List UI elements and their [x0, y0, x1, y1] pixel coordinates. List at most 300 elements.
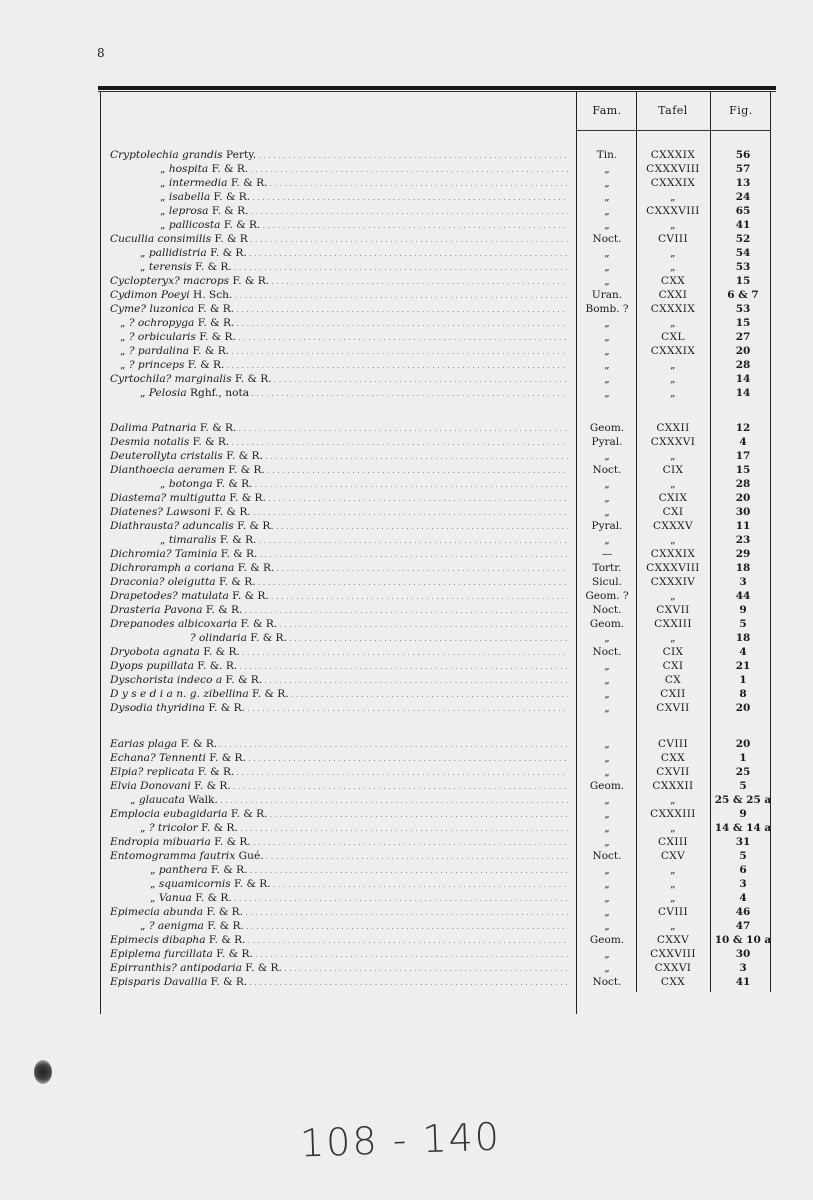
figure-cell: 31	[735, 836, 751, 848]
author: F. & R.	[230, 878, 271, 890]
table-row	[0, 464, 813, 478]
table-row	[0, 506, 813, 520]
family-cell: „	[604, 191, 610, 203]
author: F. & R.	[231, 373, 272, 385]
table-row	[0, 948, 813, 962]
figure-cell: 14 & 14 a	[714, 822, 772, 834]
figure-cell: 4	[739, 646, 747, 658]
ditto-mark: „	[140, 920, 149, 932]
family-cell: „	[604, 632, 610, 644]
figure-cell: 8	[739, 688, 747, 700]
species-name	[110, 702, 568, 717]
figure-cell: 54	[735, 247, 751, 259]
ditto-mark: „	[150, 878, 159, 890]
table-row	[0, 247, 813, 261]
species-name	[110, 422, 568, 437]
species-name	[150, 878, 568, 893]
tafel-cell: „	[670, 822, 676, 834]
author: F. & R.	[246, 632, 287, 644]
author: F. & R.	[224, 464, 265, 476]
species-name	[110, 976, 568, 991]
figure-cell: 15	[735, 464, 751, 476]
genus-species: Cucullia consimilis	[110, 233, 212, 245]
table-row	[0, 163, 813, 177]
species-name	[110, 506, 568, 521]
tafel-cell: „	[670, 534, 676, 546]
family-cell: „	[604, 450, 610, 462]
tafel-cell: CXXXV	[652, 520, 694, 532]
genus-species: Deuterollyta cristalis	[110, 450, 223, 462]
figure-cell: 23	[735, 534, 751, 546]
figure-cell: 12	[735, 422, 751, 434]
table-row	[0, 387, 813, 401]
family-cell: „	[604, 674, 610, 686]
figure-cell: 28	[735, 478, 751, 490]
tafel-cell: CXVII	[656, 702, 690, 714]
ditto-mark: „	[140, 387, 149, 399]
tafel-cell: CXIX	[658, 492, 688, 504]
tafel-cell: CXXXIV	[650, 576, 696, 588]
genus-species: Dichroramph a coriana	[110, 562, 235, 574]
family-cell: „	[604, 906, 610, 918]
species-name	[110, 233, 568, 248]
species-name	[150, 892, 568, 907]
genus-species: Elpia? replicata	[110, 766, 195, 778]
figure-cell: 41	[735, 976, 751, 988]
figure-cell: 14	[735, 387, 751, 399]
table-row	[0, 191, 813, 205]
species-name	[110, 962, 568, 977]
figure-cell: 9	[739, 604, 747, 616]
figure-cell: 56	[735, 149, 751, 161]
tafel-cell: „	[670, 478, 676, 490]
tafel-cell: CXXVIII	[650, 948, 696, 960]
species-name	[110, 520, 568, 535]
species-name	[110, 752, 568, 767]
species-name	[110, 562, 568, 577]
family-cell: „	[604, 205, 610, 217]
species-name	[120, 359, 568, 374]
genus-species: Diatenes? Lawsoni	[110, 506, 211, 518]
table-row	[0, 345, 813, 359]
tafel-cell: „	[670, 373, 676, 385]
species-name	[110, 275, 568, 290]
figure-cell: 29	[735, 548, 751, 560]
species-name	[110, 738, 568, 753]
author: Gué.	[235, 850, 264, 862]
family-cell: Noct.	[592, 464, 622, 476]
genus-species: Dalima Patnaria	[110, 422, 197, 434]
table-row	[0, 752, 813, 766]
genus-species: Episparis Davallia	[110, 976, 208, 988]
genus-species: Diastema? multigutta	[110, 492, 226, 504]
genus-species: Vanua	[158, 892, 192, 904]
table-row	[0, 906, 813, 920]
family-cell: „	[604, 163, 610, 175]
ditto-mark: „	[120, 331, 129, 343]
ditto-mark: „	[120, 317, 129, 329]
table-row	[0, 934, 813, 948]
genus-species: Dysodia thyridina	[110, 702, 205, 714]
species-name	[110, 436, 568, 451]
family-cell: „	[604, 219, 610, 231]
figure-cell: 27	[735, 331, 751, 343]
family-cell: Noct.	[592, 646, 622, 658]
species-name	[110, 766, 568, 781]
ditto-mark: „	[160, 219, 169, 231]
table-row	[0, 702, 813, 716]
ditto-mark: „	[120, 359, 129, 371]
tafel-cell: „	[670, 247, 676, 259]
table-row	[0, 590, 813, 604]
family-cell: „	[604, 247, 610, 259]
species-name	[110, 780, 568, 795]
family-cell: „	[604, 822, 610, 834]
table-row	[0, 864, 813, 878]
species-name	[160, 534, 568, 549]
tafel-cell: CIX	[662, 646, 684, 658]
family-cell: „	[604, 275, 610, 287]
tafel-cell: CXXVI	[654, 962, 692, 974]
tafel-cell: CXVII	[656, 604, 690, 616]
figure-cell: 20	[735, 492, 751, 504]
family-cell: „	[604, 660, 610, 672]
species-name	[110, 289, 568, 304]
species-name	[110, 576, 568, 591]
family-cell: Noct.	[592, 976, 622, 988]
figure-cell: 3	[739, 962, 747, 974]
genus-species: Dyops pupillata	[110, 660, 194, 672]
table-row	[0, 289, 813, 303]
table-row	[0, 233, 813, 247]
family-cell: —	[601, 548, 613, 560]
table-row	[0, 373, 813, 387]
author: F. & R.	[216, 534, 257, 546]
figure-cell: 6 & 7	[727, 289, 759, 301]
table-row	[0, 836, 813, 850]
author: F. & R.	[241, 962, 282, 974]
family-cell: „	[604, 702, 610, 714]
tafel-cell: CXI	[662, 660, 684, 672]
table-row	[0, 548, 813, 562]
figure-cell: 28	[735, 359, 751, 371]
figure-cell: 13	[735, 177, 751, 189]
table-row	[0, 562, 813, 576]
family-cell: Tin.	[596, 149, 618, 161]
species-name	[110, 674, 568, 689]
family-cell: „	[604, 752, 610, 764]
table-row	[0, 604, 813, 618]
tafel-cell: CIX	[662, 464, 684, 476]
figure-cell: 18	[735, 632, 751, 644]
figure-cell: 20	[735, 702, 751, 714]
species-name	[110, 646, 568, 661]
species-name	[110, 548, 568, 563]
family-cell: „	[604, 808, 610, 820]
table-row	[0, 646, 813, 660]
table-row	[0, 520, 813, 534]
figure-cell: 30	[735, 948, 751, 960]
genus-species: Drasteria Pavona	[110, 604, 203, 616]
author: F. & R.	[199, 646, 240, 658]
genus-species: ? tricolor	[148, 822, 198, 834]
species-name	[110, 590, 568, 605]
tafel-cell: „	[670, 864, 676, 876]
figure-cell: 52	[735, 233, 751, 245]
figure-cell: 25	[735, 766, 751, 778]
table-row	[0, 317, 813, 331]
tafel-cell: CXII	[660, 688, 686, 700]
species-name	[150, 864, 568, 879]
species-name	[110, 492, 568, 507]
figure-cell: 15	[735, 317, 751, 329]
figure-cell: 30	[735, 506, 751, 518]
genus-species: Pelosia	[148, 387, 187, 399]
species-name	[110, 149, 568, 164]
author: F. & R.	[191, 261, 232, 273]
family-cell: „	[604, 688, 610, 700]
tafel-cell: „	[670, 590, 676, 602]
ditto-mark: „	[130, 794, 139, 806]
genus-species: ? ochropyga	[128, 317, 195, 329]
family-cell: „	[604, 506, 610, 518]
species-name	[160, 163, 568, 178]
genus-species: Dianthoecia aeramen	[110, 464, 225, 476]
tafel-cell: CXXXVI	[650, 436, 696, 448]
table-row	[0, 878, 813, 892]
genus-species: pallicosta	[168, 219, 221, 231]
table-row	[0, 359, 813, 373]
species-name	[160, 219, 568, 234]
family-cell: „	[604, 534, 610, 546]
author: F. & R	[211, 233, 248, 245]
table-row	[0, 976, 813, 990]
tafel-cell: CXVII	[656, 766, 690, 778]
species-name	[110, 464, 568, 479]
species-name	[120, 331, 568, 346]
author: F. & R.	[208, 205, 249, 217]
family-cell: „	[604, 878, 610, 890]
author: F. & R.	[203, 906, 244, 918]
figure-cell: 47	[735, 920, 751, 932]
family-cell: Geom.	[589, 780, 625, 792]
family-cell: „	[604, 836, 610, 848]
tafel-cell: CXXXVIII	[646, 205, 700, 217]
species-name	[110, 906, 568, 921]
table-row	[0, 492, 813, 506]
figure-cell: 46	[735, 906, 751, 918]
author: Perty.	[222, 149, 257, 161]
tafel-cell: CXXXIX	[650, 303, 696, 315]
tafel-cell: CXXXIX	[650, 345, 696, 357]
genus-species: Epiplema furcillata	[110, 948, 213, 960]
family-cell: Geom.	[589, 618, 625, 630]
author: F. & R.	[189, 436, 230, 448]
tafel-cell: CXXXIII	[650, 808, 696, 820]
figure-cell: 5	[739, 780, 747, 792]
species-name	[110, 618, 568, 633]
author: F. & R.	[225, 492, 266, 504]
genus-species: squamicornis	[158, 878, 231, 890]
tafel-cell: „	[670, 317, 676, 329]
species-name	[140, 822, 568, 837]
family-cell: „	[604, 177, 610, 189]
figure-cell: 25 & 25 a	[714, 794, 772, 806]
genus-species: Diathrausta? aduncalis	[110, 520, 234, 532]
genus-species: botonga	[168, 478, 213, 490]
table-row	[0, 177, 813, 191]
table-row	[0, 422, 813, 436]
family-cell: Geom.	[589, 422, 625, 434]
author: F. & R.	[203, 920, 244, 932]
family-cell: „	[604, 359, 610, 371]
tafel-cell: CXX	[660, 976, 686, 988]
header-tafel: Tafel	[658, 104, 688, 117]
genus-species: pallidistria	[148, 247, 207, 259]
genus-species: ? pardalina	[128, 345, 190, 357]
family-cell: „	[604, 864, 610, 876]
author: F. & R.	[195, 331, 236, 343]
genus-species: Epimecia abunda	[110, 906, 204, 918]
figure-cell: 3	[739, 576, 747, 588]
family-cell: „	[604, 373, 610, 385]
author: F. & R.	[207, 976, 248, 988]
table-row	[0, 205, 813, 219]
genus-species: D y s e d i a n. g. zibellina	[110, 688, 249, 700]
family-cell: „	[604, 387, 610, 399]
tafel-cell: CXI	[662, 506, 684, 518]
figure-cell: 15	[735, 275, 751, 287]
author: F. & R.	[189, 345, 230, 357]
tafel-cell: CXV	[660, 850, 686, 862]
genus-species: Cryptolechia grandis	[110, 149, 223, 161]
family-cell: „	[604, 478, 610, 490]
species-name	[140, 920, 568, 935]
figure-cell: 21	[735, 660, 751, 672]
figure-cell: 14	[735, 373, 751, 385]
header-fig: Fig.	[729, 104, 753, 117]
species-name	[140, 387, 568, 402]
figure-cell: 3	[739, 878, 747, 890]
species-name	[110, 450, 568, 465]
tafel-cell: CXXXVIII	[646, 163, 700, 175]
tafel-cell: „	[670, 878, 676, 890]
author: F. & R.	[210, 836, 251, 848]
tafel-cell: „	[670, 450, 676, 462]
family-cell: „	[604, 261, 610, 273]
ditto-mark: „	[160, 177, 169, 189]
ditto-mark: „	[150, 864, 159, 876]
family-cell: Pyral.	[591, 436, 623, 448]
family-cell: Noct.	[592, 604, 622, 616]
family-cell: „	[604, 948, 610, 960]
species-name	[120, 317, 568, 332]
family-cell: „	[604, 794, 610, 806]
author: F. & R.	[205, 934, 246, 946]
figure-cell: 24	[735, 191, 751, 203]
species-name	[140, 261, 568, 276]
tafel-cell: CVIII	[657, 738, 689, 750]
author: F. & R.	[194, 766, 235, 778]
genus-species: Earias plaga	[110, 738, 178, 750]
figure-cell: 65	[735, 205, 751, 217]
figure-cell: 11	[735, 520, 751, 532]
ditto-mark: „	[140, 261, 149, 273]
species-name	[140, 247, 568, 262]
table-row	[0, 275, 813, 289]
genus-species: Cyrtochila? marginalis	[110, 373, 232, 385]
genus-species: Desmia notalis	[110, 436, 190, 448]
tafel-cell: CXX	[660, 752, 686, 764]
tafel-cell: CXX	[660, 275, 686, 287]
figure-cell: 57	[735, 163, 751, 175]
genus-species: isabella	[168, 191, 211, 203]
table-row	[0, 738, 813, 752]
figure-cell: 9	[739, 808, 747, 820]
author: F. & R.	[184, 359, 225, 371]
figure-cell: 4	[739, 436, 747, 448]
tafel-cell: „	[670, 359, 676, 371]
tafel-cell: CXXXIX	[650, 149, 696, 161]
table-row	[0, 688, 813, 702]
tafel-cell: CXIII	[658, 836, 688, 848]
author: F. & R.	[207, 864, 248, 876]
genus-species: Cydimon Poeyi	[110, 289, 190, 301]
species-name	[160, 191, 568, 206]
species-name	[120, 345, 568, 360]
page-number: 8	[97, 46, 105, 60]
author: F. & R.	[227, 177, 268, 189]
species-name	[110, 836, 568, 851]
author: F. & R.	[194, 317, 235, 329]
family-cell: Geom. ?	[585, 590, 629, 602]
tafel-cell: CXXV	[656, 934, 690, 946]
header-fam: Fam.	[592, 104, 622, 117]
species-name	[160, 177, 568, 192]
ditto-mark: „	[140, 247, 149, 259]
ditto-mark: „	[160, 191, 169, 203]
family-cell: Pyral.	[591, 520, 623, 532]
genus-species: ? aenigma	[148, 920, 204, 932]
table-row	[0, 850, 813, 864]
author: F. & R.	[227, 808, 268, 820]
family-cell: Bomb. ?	[585, 303, 629, 315]
family-cell: Noct.	[592, 850, 622, 862]
author: F. & R.	[204, 702, 245, 714]
figure-cell: 53	[735, 261, 751, 273]
table-row	[0, 822, 813, 836]
tafel-cell: „	[670, 219, 676, 231]
author: F. & R.	[229, 275, 270, 287]
ditto-mark: „	[140, 822, 149, 834]
tafel-cell: „	[670, 920, 676, 932]
table-row	[0, 576, 813, 590]
author: F. & R.	[202, 604, 243, 616]
genus-species: ? princeps	[128, 359, 185, 371]
table-row	[0, 261, 813, 275]
table-row	[0, 149, 813, 163]
genus-species: leprosa	[168, 205, 209, 217]
figure-cell: 4	[739, 892, 747, 904]
author: F. & R.	[222, 674, 263, 686]
genus-species: Epirranthis? antipodaria	[110, 962, 242, 974]
tafel-cell: CXXI	[658, 289, 688, 301]
family-cell: „	[604, 962, 610, 974]
species-name	[110, 688, 568, 703]
tafel-cell: „	[670, 632, 676, 644]
family-cell: Geom.	[589, 934, 625, 946]
table-row	[0, 331, 813, 345]
